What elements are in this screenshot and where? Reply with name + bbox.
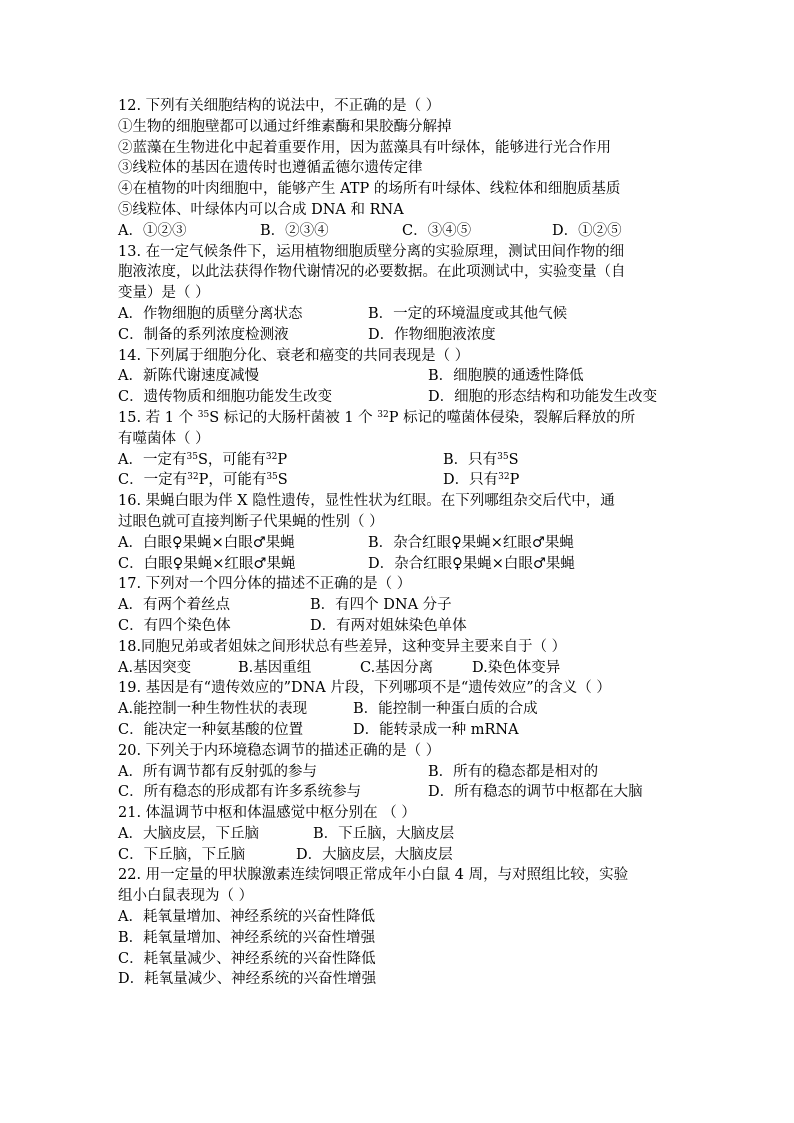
q15-options-row-2 xyxy=(118,470,688,491)
q20-option-a: A．所有调节都有反射弧的参与 xyxy=(118,763,317,780)
q13-option-d: D．作物细胞液浓度 xyxy=(368,326,496,343)
q19-options-row-1 xyxy=(118,699,688,720)
q15-option-b-sup: 35 xyxy=(497,451,509,462)
q15-option-a-text-2: S，可能有 xyxy=(197,451,266,468)
q14-option-d: D．细胞的形态结构和功能发生改变 xyxy=(428,389,658,406)
q17-stem: 17. 下列对一个四分体的描述不正确的是（ ） xyxy=(118,576,412,593)
q15-stem-text-1: 15. 若 1 个 xyxy=(118,409,198,426)
q12-option-a: A．①②③ xyxy=(118,222,187,239)
q15-option-d-text-2: P xyxy=(509,472,520,489)
q15-option-c-sup-1: 32 xyxy=(187,472,199,483)
q22-option-b: B．耗氧量增加、神经系统的兴奋性增强 xyxy=(118,929,376,946)
exam-page xyxy=(118,96,688,990)
q20-option-b: B．所有的稳态都是相对的 xyxy=(428,763,599,780)
q15-stem-line-1 xyxy=(118,408,688,429)
q15-isotope-s35-mass: 35 xyxy=(197,409,210,420)
q20-option-d: D．所有稳态的调节中枢都在大脑 xyxy=(428,784,643,801)
q17-option-a: A．有两个着丝点 xyxy=(118,597,230,614)
q15-option-a-sup-2: 32 xyxy=(265,451,278,462)
q16-stem-line-1: 16. 果蝇白眼为伴 X 隐性遗传，显性性状为红眼。在下列哪组杂交后代中，通 xyxy=(118,493,615,510)
q14-options-row-2 xyxy=(118,387,688,408)
q22-option-c: C．耗氧量减少、神经系统的兴奋性降低 xyxy=(118,950,376,967)
q21-option-c: C．下丘脑，下丘脑 xyxy=(118,846,246,863)
q16-options-row-2 xyxy=(118,554,688,575)
q20-stem: 20. 下列关于内环境稳态调节的描述正确的是（ ） xyxy=(118,742,441,759)
q20-options-row-1 xyxy=(118,762,688,783)
q12-statement-3: ③线粒体的基因在遗传时也遵循孟德尔遗传定律 xyxy=(118,160,423,177)
q12-statement-4: ④在植物的叶肉细胞中，能够产生 ATP 的场所有叶绿体、线粒体和细胞质基质 xyxy=(118,181,621,198)
q21-option-a: A．大脑皮层，下丘脑 xyxy=(118,825,259,842)
q15-option-c-text-1: C．一定有 xyxy=(118,472,188,489)
q12-statement-2: ②蓝藻在生物进化中起着重要作用，因为蓝藻具有叶绿体，能够进行光合作用 xyxy=(118,139,611,156)
q20-option-c: C．所有稳态的形成都有许多系统参与 xyxy=(118,784,362,801)
q19-options-row-2 xyxy=(118,720,688,741)
q21-option-b: B．下丘脑，大脑皮层 xyxy=(313,825,455,842)
q21-stem: 21. 体温调节中枢和体温感觉中枢分别在 （ ） xyxy=(118,805,416,822)
q20-options-row-2 xyxy=(118,782,688,803)
q16-option-d: D．杂合红眼♀果蝇×白眼♂果蝇 xyxy=(368,555,575,572)
q22-stem-line-1: 22. 用一定量的甲状腺激素连续饲喂正常成年小白鼠 4 周，与对照组比较，实验 xyxy=(118,867,629,884)
q17-options-row-1 xyxy=(118,595,688,616)
q16-options-row-1 xyxy=(118,533,688,554)
q15-stem-line-2: 有噬菌体（ ） xyxy=(118,430,210,447)
q14-option-c: C．遗传物质和细胞功能发生改变 xyxy=(118,389,333,406)
q22-option-a: A．耗氧量增加、神经系统的兴奋性降低 xyxy=(118,909,375,926)
q13-option-a: A．作物细胞的质壁分离状态 xyxy=(118,305,303,322)
q18-options xyxy=(118,658,688,679)
q16-option-c: C．白眼♀果蝇×红眼♂果蝇 xyxy=(118,555,296,572)
q12-option-c: C．③④⑤ xyxy=(402,222,472,239)
q13-stem-line-3: 变量）是（ ） xyxy=(118,285,210,302)
q15-option-c-sup-2: 35 xyxy=(266,472,278,483)
q21-options-row-1 xyxy=(118,824,688,845)
q15-option-c xyxy=(118,470,443,491)
q16-stem-line-2: 过眼色就可直接判断子代果蝇的性别（ ） xyxy=(118,513,384,530)
q15-option-d-sup: 32 xyxy=(498,472,510,483)
q21-options-row-2 xyxy=(118,845,688,866)
q15-option-a-text-1: A．一定有 xyxy=(118,451,187,468)
q21-option-d: D．大脑皮层，大脑皮层 xyxy=(296,846,453,863)
q13-stem-line-1: 13. 在一定气候条件下，运用植物细胞质壁分离的实验原理，测试田间作物的细 xyxy=(118,243,625,260)
q15-option-d-text-1: D．只有 xyxy=(443,472,499,489)
q17-options-row-2 xyxy=(118,616,688,637)
q22-stem-line-2: 组小白鼠表现为（ ） xyxy=(118,888,254,905)
q19-option-a: A.能控制一种生物性状的表现 xyxy=(118,701,308,718)
q15-option-b-text-1: B．只有 xyxy=(443,451,498,468)
q12-stem: 12. 下列有关细胞结构的说法中，不正确的是（ ） xyxy=(118,98,441,114)
q15-stem-text-2: S 标记的大肠杆菌被 1 个 xyxy=(209,409,378,426)
q12-options xyxy=(118,221,688,242)
q13-options-row-1 xyxy=(118,304,688,325)
q17-option-c: C．有四个染色体 xyxy=(118,617,231,634)
q15-isotope-p32-mass: 32 xyxy=(377,409,389,420)
q15-option-c-text-2: P，可能有 xyxy=(198,472,267,489)
q19-option-c: C．能决定一种氨基酸的位置 xyxy=(118,721,304,738)
q17-option-b: B．有四个 DNA 分子 xyxy=(310,597,452,614)
q15-option-c-text-3: S xyxy=(277,472,288,489)
q19-option-d: D．能转录成一种 mRNA xyxy=(353,721,519,738)
q15-option-a-text-3: P xyxy=(277,451,288,468)
q18-option-c: C.基因分离 xyxy=(360,659,434,676)
q22-option-d: D．耗氧量减少、神经系统的兴奋性增强 xyxy=(118,971,377,988)
q14-option-a: A．新陈代谢速度减慢 xyxy=(118,368,259,385)
q18-option-d: D.染色体变异 xyxy=(472,659,561,676)
q15-stem-text-3: P 标记的噬菌体侵染，裂解后释放的所 xyxy=(388,409,636,426)
q14-options-row-1 xyxy=(118,366,688,387)
q15-option-d xyxy=(443,470,519,491)
q14-option-b: B．细胞膜的通透性降低 xyxy=(428,368,584,385)
q18-option-b: B.基因重组 xyxy=(238,659,312,676)
q19-stem: 19. 基因是有“遗传效应的”DNA 片段，下列哪项不是“遗传效应”的含义（ ） xyxy=(118,680,611,697)
q18-stem: 18.同胞兄弟或者姐妹之间形状总有些差异，这种变异主要来自于（ ） xyxy=(118,638,567,655)
q13-stem-line-2: 胞液浓度，以此法获得作物代谢情况的必要数据。在此项测试中，实验变量（自 xyxy=(118,264,626,281)
q18-option-a: A.基因突变 xyxy=(118,659,192,676)
q15-option-a xyxy=(118,450,443,471)
q13-option-c: C．制备的系列浓度检测液 xyxy=(118,326,289,343)
q14-stem: 14. 下列属于细胞分化、衰老和癌变的共同表现是（ ） xyxy=(118,347,470,364)
q19-option-b: B．能控制一种蛋白质的合成 xyxy=(353,701,538,718)
q15-options-row-1 xyxy=(118,450,688,471)
q15-option-b-text-2: S xyxy=(508,451,519,468)
q12-statement-5: ⑤线粒体、叶绿体内可以合成 DNA 和 RNA xyxy=(118,201,404,218)
q12-option-b: B．②③④ xyxy=(260,222,329,239)
q13-option-b: B．一定的环境温度或其他气候 xyxy=(368,305,568,322)
q15-option-a-sup-1: 35 xyxy=(186,451,198,462)
q12-option-d: D．①②⑤ xyxy=(552,222,622,239)
q12-statement-1: ①生物的细胞壁都可以通过纤维素酶和果胶酶分解掉 xyxy=(118,118,452,135)
q16-option-b: B．杂合红眼♀果蝇×红眼♂果蝇 xyxy=(368,534,574,551)
q13-options-row-2 xyxy=(118,325,688,346)
q17-option-d: D．有两对姐妹染色单体 xyxy=(310,617,467,634)
q16-option-a: A．白眼♀果蝇×白眼♂果蝇 xyxy=(118,534,295,551)
q15-option-b xyxy=(443,450,519,471)
